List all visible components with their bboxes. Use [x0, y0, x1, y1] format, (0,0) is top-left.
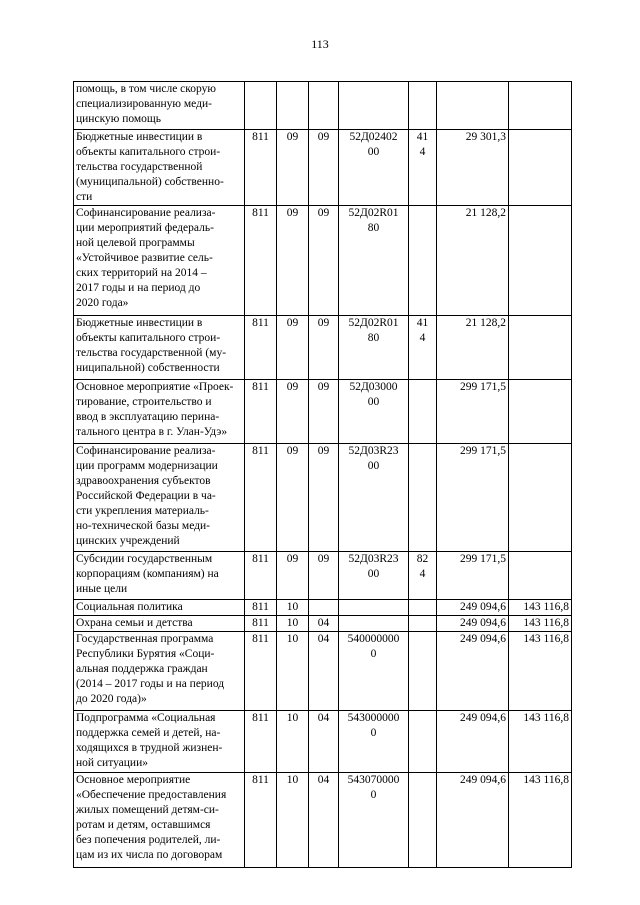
table-row [74, 600, 572, 616]
expense-type-cell [409, 444, 437, 552]
subsection-code-cell: 09 [309, 206, 339, 316]
page-number: 113 [311, 37, 329, 51]
expense-type-cell [409, 380, 437, 444]
subsection-code-cell [309, 82, 339, 130]
subsection-code-cell: 09 [309, 316, 339, 380]
section-code-cell: 10 [277, 616, 309, 632]
target-item-cell: 52Д03000 00 [339, 380, 409, 444]
section-code-cell: 10 [277, 711, 309, 773]
ministry-code-cell: 811 [245, 616, 277, 632]
subsection-code-cell: 09 [309, 380, 339, 444]
ministry-code-cell: 811 [245, 130, 277, 206]
table-row [74, 552, 572, 600]
subsection-code-cell: 04 [309, 711, 339, 773]
table-row [74, 711, 572, 773]
table-row [74, 444, 572, 552]
expense-type-cell [409, 632, 437, 711]
amount-2-cell: 143 116,8 [509, 773, 572, 868]
target-item-cell [339, 600, 409, 616]
amount-1-cell: 249 094,6 [437, 616, 509, 632]
expense-type-cell [409, 773, 437, 868]
expense-type-cell [409, 206, 437, 316]
row-name-cell: Подпрограмма «Социальная поддержка семей и детей, на- ходящихся в трудной жизнен- ной ситуации» [74, 711, 245, 773]
amount-1-cell: 249 094,6 [437, 711, 509, 773]
row-name-cell: Бюджетные инвестиции в объекты капитального строи- тельства государственной (муниципальной) собственно- сти [74, 130, 245, 206]
target-item-cell [339, 82, 409, 130]
amount-1-cell: 299 171,5 [437, 552, 509, 600]
expense-type-cell [409, 711, 437, 773]
ministry-code-cell [245, 82, 277, 130]
row-name-cell: Софинансирование реализа- ции программ модернизации здравоохранения субъектов Российской Федерации в ча- сти укрепления материаль- но-технической базы меди- цинских учреждений [74, 444, 245, 552]
amount-1-cell [437, 82, 509, 130]
expense-type-cell: 41 4 [409, 316, 437, 380]
amount-1-cell: 249 094,6 [437, 773, 509, 868]
target-item-cell: 543070000 0 [339, 773, 409, 868]
row-name-cell: Субсидии государственным корпорациям (компаниям) на иные цели [74, 552, 245, 600]
row-name-cell: помощь, в том числе скорую специализированную меди- цинскую помощь [74, 82, 245, 130]
amount-1-cell: 249 094,6 [437, 600, 509, 616]
subsection-code-cell: 09 [309, 444, 339, 552]
expense-type-cell: 82 4 [409, 552, 437, 600]
subsection-code-cell [309, 600, 339, 616]
section-code-cell: 09 [277, 552, 309, 600]
amount-2-cell [509, 444, 572, 552]
target-item-cell: 52Д03R23 00 [339, 552, 409, 600]
expense-type-cell [409, 82, 437, 130]
section-code-cell: 09 [277, 444, 309, 552]
subsection-code-cell: 04 [309, 632, 339, 711]
section-code-cell: 10 [277, 773, 309, 868]
amount-2-cell: 143 116,8 [509, 711, 572, 773]
ministry-code-cell: 811 [245, 444, 277, 552]
target-item-cell [339, 616, 409, 632]
expense-type-cell [409, 600, 437, 616]
target-item-cell: 52Д03R23 00 [339, 444, 409, 552]
ministry-code-cell: 811 [245, 380, 277, 444]
target-item-cell: 543000000 0 [339, 711, 409, 773]
ministry-code-cell: 811 [245, 773, 277, 868]
ministry-code-cell: 811 [245, 711, 277, 773]
amount-2-cell [509, 130, 572, 206]
subsection-code-cell: 09 [309, 130, 339, 206]
amount-2-cell [509, 82, 572, 130]
subsection-code-cell: 04 [309, 773, 339, 868]
ministry-code-cell: 811 [245, 206, 277, 316]
target-item-cell: 52Д02402 00 [339, 130, 409, 206]
row-name-cell: Государственная программа Республики Бурятия «Соци- альная поддержка граждан (2014 – 2017 годы и на период до 2020 года)» [74, 632, 245, 711]
expense-type-cell [409, 616, 437, 632]
table-row [74, 130, 572, 206]
amount-1-cell: 299 171,5 [437, 380, 509, 444]
budget-table [73, 81, 572, 868]
ministry-code-cell: 811 [245, 600, 277, 616]
section-code-cell [277, 82, 309, 130]
table-row [74, 616, 572, 632]
budget-table-body [74, 82, 572, 868]
target-item-cell: 540000000 0 [339, 632, 409, 711]
amount-2-cell [509, 316, 572, 380]
amount-1-cell: 299 171,5 [437, 444, 509, 552]
section-code-cell: 10 [277, 632, 309, 711]
amount-2-cell: 143 116,8 [509, 616, 572, 632]
target-item-cell: 52Д02R01 80 [339, 316, 409, 380]
target-item-cell: 52Д02R01 80 [339, 206, 409, 316]
section-code-cell: 09 [277, 206, 309, 316]
section-code-cell: 09 [277, 316, 309, 380]
expense-type-cell: 41 4 [409, 130, 437, 206]
amount-2-cell: 143 116,8 [509, 632, 572, 711]
section-code-cell: 09 [277, 130, 309, 206]
table-row [74, 206, 572, 316]
table-row [74, 773, 572, 868]
ministry-code-cell: 811 [245, 552, 277, 600]
amount-1-cell: 249 094,6 [437, 632, 509, 711]
row-name-cell: Основное мероприятие «Обеспечение предоставления жилых помещений детям-си- ротам и детям, оставшимся без попечения родителей, ли- цам из их числа по договорам [74, 773, 245, 868]
subsection-code-cell: 04 [309, 616, 339, 632]
amount-2-cell [509, 206, 572, 316]
row-name-cell: Социальная политика [74, 600, 245, 616]
subsection-code-cell: 09 [309, 552, 339, 600]
amount-1-cell: 29 301,3 [437, 130, 509, 206]
section-code-cell: 09 [277, 380, 309, 444]
amount-1-cell: 21 128,2 [437, 206, 509, 316]
amount-2-cell: 143 116,8 [509, 600, 572, 616]
row-name-cell: Бюджетные инвестиции в объекты капитального строи- тельства государственной (му- ниципальной) собственности [74, 316, 245, 380]
table-row [74, 316, 572, 380]
ministry-code-cell: 811 [245, 316, 277, 380]
table-row [74, 380, 572, 444]
row-name-cell: Основное мероприятие «Проек- тирование, строительство и ввод в эксплуатацию перина- тального центра в г. Улан-Удэ» [74, 380, 245, 444]
amount-1-cell: 21 128,2 [437, 316, 509, 380]
section-code-cell: 10 [277, 600, 309, 616]
amount-2-cell [509, 552, 572, 600]
row-name-cell: Софинансирование реализа- ции мероприятий федераль- ной целевой программы «Устойчивое развитие сель- ских территорий на 2014 – 2017 годы и на период до 2020 года» [74, 206, 245, 316]
row-name-cell: Охрана семьи и детства [74, 616, 245, 632]
amount-2-cell [509, 380, 572, 444]
table-row [74, 82, 572, 130]
table-row [74, 632, 572, 711]
ministry-code-cell: 811 [245, 632, 277, 711]
